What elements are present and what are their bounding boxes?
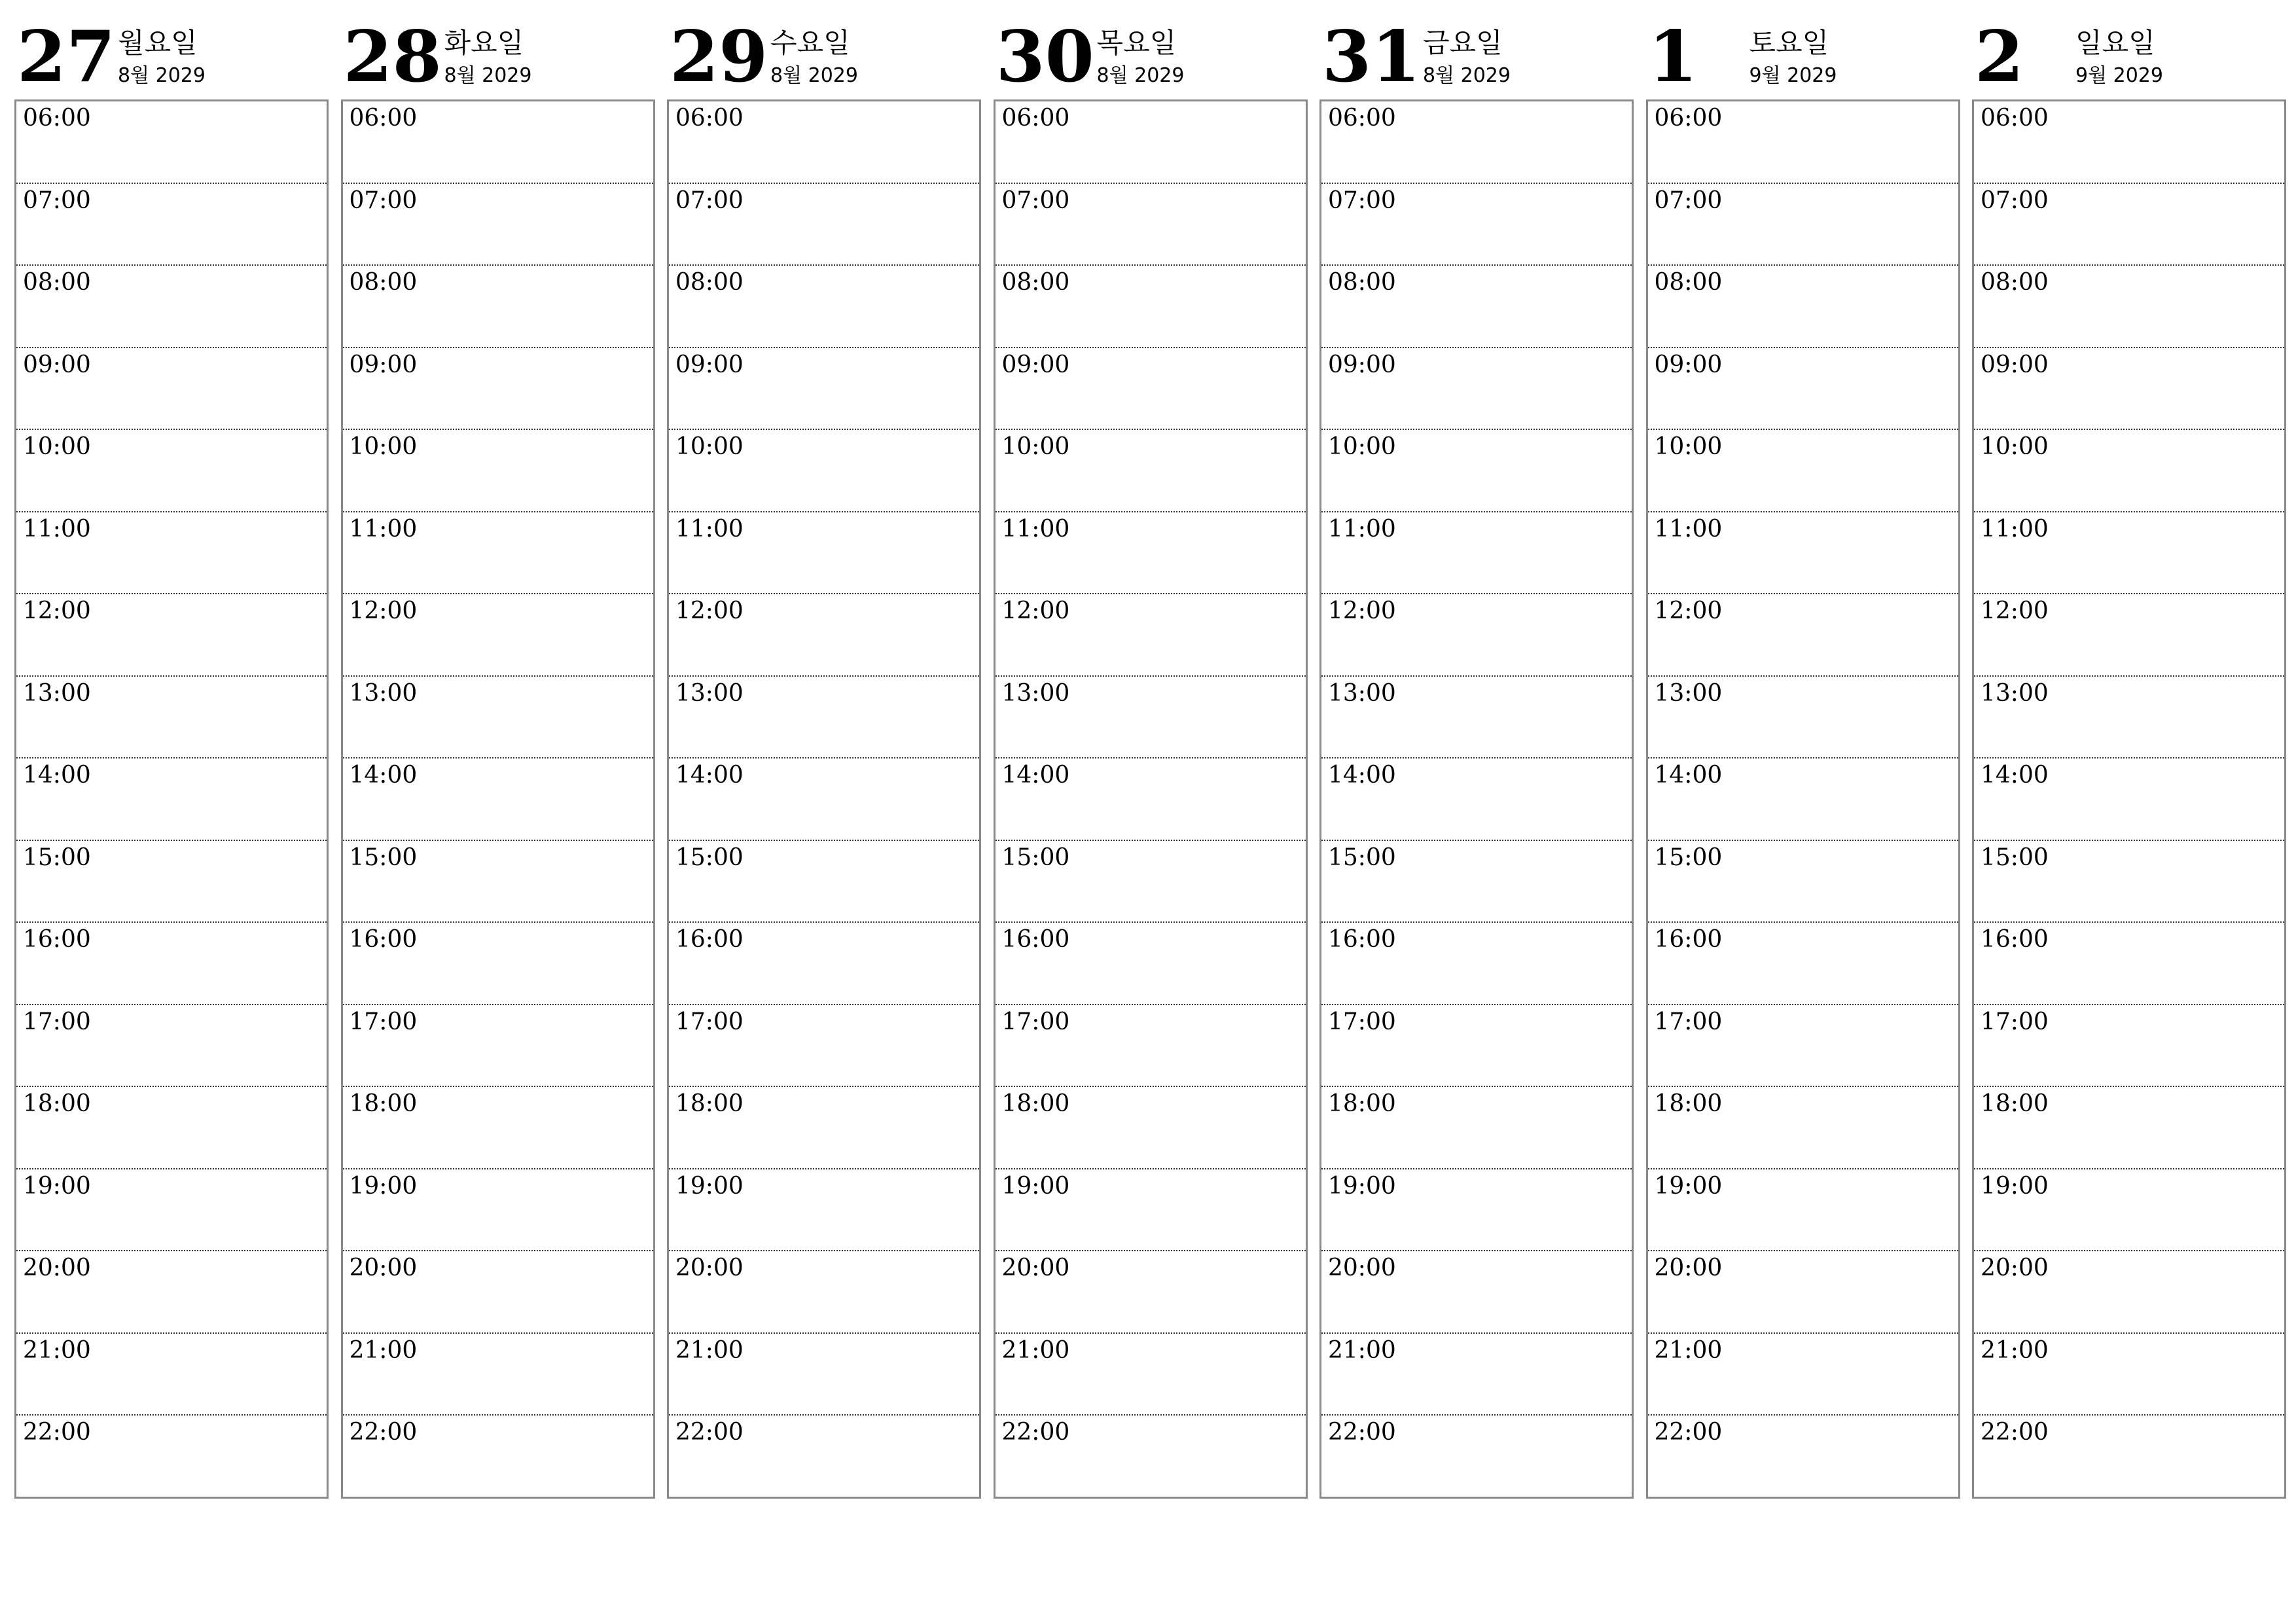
time-label: 21:00	[1328, 1336, 1396, 1364]
time-label: 18:00	[1328, 1090, 1396, 1117]
time-label: 09:00	[349, 351, 418, 378]
weekday-label: 월요일	[118, 27, 198, 59]
time-label: 12:00	[675, 597, 744, 624]
time-label: 09:00	[1981, 351, 2049, 378]
time-label: 06:00	[675, 105, 744, 132]
time-label: 12:00	[349, 597, 418, 624]
time-label: 19:00	[675, 1172, 744, 1200]
time-label: 20:00	[23, 1255, 91, 1281]
time-slot[interactable]	[343, 1334, 653, 1416]
time-label: 13:00	[23, 679, 91, 707]
time-slot[interactable]	[1974, 677, 2284, 759]
time-slot[interactable]	[343, 594, 653, 677]
month-year-label: 8월 2029	[770, 64, 858, 87]
time-slot[interactable]	[343, 677, 653, 759]
time-label: 09:00	[1328, 351, 1396, 378]
time-slot[interactable]	[1974, 184, 2284, 266]
time-slot[interactable]	[1974, 348, 2284, 431]
time-slot[interactable]	[16, 1005, 327, 1088]
time-label: 22:00	[1001, 1419, 1070, 1446]
time-slot[interactable]	[16, 266, 327, 348]
time-label: 13:00	[1981, 679, 2049, 707]
time-slot[interactable]	[1974, 841, 2284, 923]
time-label: 11:00	[1328, 515, 1396, 543]
time-label: 22:00	[1328, 1419, 1396, 1446]
time-label: 11:00	[1981, 515, 2049, 543]
time-label: 15:00	[1981, 844, 2049, 871]
time-slot[interactable]	[16, 430, 327, 512]
time-label: 14:00	[1981, 762, 2049, 789]
time-slot[interactable]	[1321, 512, 1632, 595]
time-label: 06:00	[23, 105, 91, 132]
day-column	[341, 0, 654, 1499]
time-slot[interactable]	[1648, 841, 1958, 923]
time-label: 08:00	[675, 269, 744, 296]
time-label: 22:00	[23, 1419, 91, 1446]
weekday-label: 목요일	[1096, 27, 1177, 59]
time-label: 07:00	[1001, 187, 1070, 214]
time-label: 19:00	[1328, 1172, 1396, 1200]
time-label: 13:00	[675, 679, 744, 707]
time-label: 10:00	[1654, 433, 1723, 460]
time-label: 17:00	[1328, 1008, 1396, 1035]
time-label: 15:00	[1001, 844, 1070, 871]
time-label: 20:00	[1001, 1255, 1070, 1281]
time-label: 16:00	[23, 926, 91, 953]
time-label: 21:00	[1001, 1336, 1070, 1364]
time-slot[interactable]	[1974, 1087, 2284, 1169]
time-slot[interactable]	[1321, 1169, 1632, 1252]
time-slot[interactable]	[1321, 923, 1632, 1005]
time-label: 14:00	[23, 762, 91, 789]
time-label: 10:00	[349, 433, 418, 460]
time-label: 11:00	[675, 515, 744, 543]
time-label: 10:00	[1981, 433, 2049, 460]
time-slot[interactable]	[16, 1334, 327, 1416]
time-label: 12:00	[1001, 597, 1070, 624]
time-label: 20:00	[1328, 1255, 1396, 1281]
time-label: 08:00	[349, 269, 418, 296]
time-label: 15:00	[1328, 844, 1396, 871]
time-label: 10:00	[1001, 433, 1070, 460]
time-label: 17:00	[1981, 1008, 2049, 1035]
time-slot[interactable]	[669, 512, 979, 595]
time-slot[interactable]	[1321, 841, 1632, 923]
time-label: 15:00	[349, 844, 418, 871]
day-schedule-box	[1972, 99, 2286, 1499]
time-label: 11:00	[1654, 515, 1723, 543]
time-slot[interactable]	[669, 758, 979, 841]
time-label: 22:00	[349, 1419, 418, 1446]
time-label: 17:00	[675, 1008, 744, 1035]
time-label: 21:00	[23, 1336, 91, 1364]
time-label: 07:00	[349, 187, 418, 214]
time-label: 13:00	[1001, 679, 1070, 707]
time-slot[interactable]	[1974, 430, 2284, 512]
time-label: 17:00	[23, 1008, 91, 1035]
time-slot[interactable]	[669, 1416, 979, 1499]
time-label: 08:00	[23, 269, 91, 296]
time-slot[interactable]	[1974, 1169, 2284, 1252]
day-schedule-box	[341, 99, 655, 1499]
time-label: 17:00	[1001, 1008, 1070, 1035]
month-year-label: 8월 2029	[444, 64, 532, 87]
time-slot[interactable]	[669, 1169, 979, 1252]
time-label: 12:00	[1654, 597, 1723, 624]
time-slot[interactable]	[1648, 184, 1958, 266]
time-label: 16:00	[349, 926, 418, 953]
day-number: 27	[17, 16, 116, 98]
time-label: 18:00	[1001, 1090, 1070, 1117]
time-slot[interactable]	[1648, 1169, 1958, 1252]
time-slot[interactable]	[1648, 430, 1958, 512]
day-column	[1972, 0, 2285, 1499]
time-slot[interactable]	[996, 841, 1306, 923]
time-label: 18:00	[675, 1090, 744, 1117]
time-slot[interactable]	[16, 594, 327, 677]
time-label: 09:00	[675, 351, 744, 378]
time-slot[interactable]	[16, 677, 327, 759]
time-slot[interactable]	[996, 758, 1306, 841]
time-label: 21:00	[1654, 1336, 1723, 1364]
time-label: 17:00	[349, 1008, 418, 1035]
time-slot[interactable]	[1974, 758, 2284, 841]
month-year-label: 9월 2029	[2075, 64, 2163, 87]
time-slot[interactable]	[16, 923, 327, 1005]
time-label: 06:00	[1328, 105, 1396, 132]
time-label: 07:00	[1654, 187, 1723, 214]
time-label: 19:00	[349, 1172, 418, 1200]
day-column	[14, 0, 327, 1499]
time-label: 22:00	[1654, 1419, 1723, 1446]
time-slot[interactable]	[16, 184, 327, 266]
time-label: 19:00	[1981, 1172, 2049, 1200]
time-slot[interactable]	[1321, 1334, 1632, 1416]
time-label: 07:00	[675, 187, 744, 214]
time-slot[interactable]	[343, 1416, 653, 1499]
time-label: 06:00	[1001, 105, 1070, 132]
time-slot[interactable]	[16, 1251, 327, 1334]
time-slot[interactable]	[343, 348, 653, 431]
time-slot[interactable]	[1648, 1416, 1958, 1499]
time-label: 09:00	[23, 351, 91, 378]
day-column	[1646, 0, 1959, 1499]
time-slot[interactable]	[343, 1087, 653, 1169]
time-slot[interactable]	[1648, 1087, 1958, 1169]
time-label: 15:00	[675, 844, 744, 871]
time-label: 14:00	[1001, 762, 1070, 789]
time-slot[interactable]	[669, 923, 979, 1005]
day-schedule-box	[994, 99, 1308, 1499]
time-slot[interactable]	[1648, 1005, 1958, 1088]
weekday-label: 금요일	[1423, 27, 1503, 59]
time-slot[interactable]	[669, 1334, 979, 1416]
time-slot[interactable]	[669, 594, 979, 677]
time-label: 15:00	[23, 844, 91, 871]
time-slot[interactable]	[1974, 101, 2284, 184]
time-slot[interactable]	[1321, 430, 1632, 512]
time-label: 16:00	[1981, 926, 2049, 953]
time-slot[interactable]	[16, 512, 327, 595]
time-label: 08:00	[1981, 269, 2049, 296]
time-label: 14:00	[1654, 762, 1723, 789]
time-slot[interactable]	[669, 266, 979, 348]
time-label: 08:00	[1328, 269, 1396, 296]
time-label: 06:00	[349, 105, 418, 132]
time-label: 20:00	[349, 1255, 418, 1281]
weekday-label: 일요일	[2075, 27, 2155, 59]
time-slot[interactable]	[1648, 1334, 1958, 1416]
time-slot[interactable]	[996, 923, 1306, 1005]
time-label: 07:00	[1981, 187, 2049, 214]
time-label: 19:00	[1654, 1172, 1723, 1200]
time-label: 16:00	[1654, 926, 1723, 953]
time-slot[interactable]	[996, 1416, 1306, 1499]
month-year-label: 8월 2029	[1096, 64, 1185, 87]
time-slot[interactable]	[996, 1334, 1306, 1416]
time-label: 19:00	[23, 1172, 91, 1200]
time-label: 08:00	[1654, 269, 1723, 296]
time-slot[interactable]	[1648, 266, 1958, 348]
time-slot[interactable]	[1648, 758, 1958, 841]
time-label: 13:00	[349, 679, 418, 707]
day-number: 30	[996, 16, 1094, 98]
time-label: 20:00	[1654, 1255, 1723, 1281]
day-column	[994, 0, 1306, 1499]
time-slot[interactable]	[343, 1005, 653, 1088]
time-label: 16:00	[1328, 926, 1396, 953]
weekly-planner	[14, 0, 2288, 1505]
time-label: 07:00	[23, 187, 91, 214]
time-label: 08:00	[1001, 269, 1070, 296]
time-slot[interactable]	[1974, 1005, 2284, 1088]
time-slot[interactable]	[16, 1416, 327, 1499]
day-number: 31	[1322, 16, 1421, 98]
time-label: 09:00	[1654, 351, 1723, 378]
day-header	[1646, 0, 1959, 99]
time-slot[interactable]	[1321, 1087, 1632, 1169]
time-slot[interactable]	[1321, 1416, 1632, 1499]
time-slot[interactable]	[669, 348, 979, 431]
time-slot[interactable]	[996, 677, 1306, 759]
time-slot[interactable]	[16, 758, 327, 841]
time-label: 18:00	[349, 1090, 418, 1117]
day-header	[341, 0, 654, 99]
time-slot[interactable]	[996, 101, 1306, 184]
day-number: 29	[670, 16, 768, 98]
month-year-label: 8월 2029	[1423, 64, 1511, 87]
time-slot[interactable]	[16, 348, 327, 431]
time-label: 20:00	[1981, 1255, 2049, 1281]
time-slot[interactable]	[996, 1005, 1306, 1088]
time-slot[interactable]	[996, 348, 1306, 431]
time-slot[interactable]	[1974, 1334, 2284, 1416]
time-slot[interactable]	[996, 184, 1306, 266]
time-label: 10:00	[1328, 433, 1396, 460]
time-label: 20:00	[675, 1255, 744, 1281]
time-label: 21:00	[349, 1336, 418, 1364]
day-schedule-box	[1319, 99, 1634, 1499]
time-label: 22:00	[1981, 1419, 2049, 1446]
time-slot[interactable]	[1648, 512, 1958, 595]
time-slot[interactable]	[1321, 677, 1632, 759]
time-slot[interactable]	[1648, 923, 1958, 1005]
time-label: 10:00	[23, 433, 91, 460]
time-slot[interactable]	[669, 841, 979, 923]
day-number: 1	[1648, 16, 1698, 98]
time-label: 21:00	[1981, 1336, 2049, 1364]
weekday-label: 토요일	[1749, 27, 1829, 59]
time-slot[interactable]	[16, 101, 327, 184]
day-schedule-box	[667, 99, 981, 1499]
day-schedule-box	[14, 99, 329, 1499]
time-slot[interactable]	[996, 594, 1306, 677]
time-slot[interactable]	[1321, 184, 1632, 266]
time-slot[interactable]	[343, 512, 653, 595]
time-slot[interactable]	[1974, 266, 2284, 348]
time-slot[interactable]	[1321, 348, 1632, 431]
time-label: 06:00	[1654, 105, 1723, 132]
time-slot[interactable]	[1321, 101, 1632, 184]
day-header	[667, 0, 980, 99]
time-slot[interactable]	[996, 430, 1306, 512]
time-slot[interactable]	[1321, 1005, 1632, 1088]
time-slot[interactable]	[1321, 594, 1632, 677]
time-slot[interactable]	[996, 512, 1306, 595]
weekday-label: 수요일	[770, 27, 850, 59]
time-slot[interactable]	[996, 1251, 1306, 1334]
day-header	[1972, 0, 2285, 99]
time-label: 14:00	[675, 762, 744, 789]
time-slot[interactable]	[1648, 677, 1958, 759]
time-slot[interactable]	[669, 1087, 979, 1169]
time-label: 14:00	[1328, 762, 1396, 789]
day-header	[1319, 0, 1632, 99]
time-label: 15:00	[1654, 844, 1723, 871]
time-slot[interactable]	[669, 184, 979, 266]
day-header	[994, 0, 1306, 99]
time-slot[interactable]	[1974, 512, 2284, 595]
time-label: 21:00	[675, 1336, 744, 1364]
day-number: 28	[343, 16, 442, 98]
time-slot[interactable]	[1974, 1416, 2284, 1499]
time-slot[interactable]	[1321, 1251, 1632, 1334]
time-slot[interactable]	[996, 266, 1306, 348]
time-slot[interactable]	[1321, 758, 1632, 841]
time-label: 12:00	[1328, 597, 1396, 624]
weekday-label: 화요일	[444, 27, 524, 59]
time-slot[interactable]	[669, 101, 979, 184]
time-label: 07:00	[1328, 187, 1396, 214]
time-label: 06:00	[1981, 105, 2049, 132]
time-slot[interactable]	[1321, 266, 1632, 348]
day-column	[1319, 0, 1632, 1499]
time-label: 11:00	[1001, 515, 1070, 543]
time-slot[interactable]	[1974, 923, 2284, 1005]
time-label: 17:00	[1654, 1008, 1723, 1035]
time-label: 12:00	[1981, 597, 2049, 624]
time-slot[interactable]	[996, 1169, 1306, 1252]
time-label: 13:00	[1328, 679, 1396, 707]
time-slot[interactable]	[669, 1005, 979, 1088]
time-label: 18:00	[1654, 1090, 1723, 1117]
time-label: 14:00	[349, 762, 418, 789]
time-label: 22:00	[675, 1419, 744, 1446]
time-slot[interactable]	[1648, 1251, 1958, 1334]
time-slot[interactable]	[669, 677, 979, 759]
time-slot[interactable]	[1648, 348, 1958, 431]
day-schedule-box	[1646, 99, 1960, 1499]
time-slot[interactable]	[669, 430, 979, 512]
time-label: 16:00	[1001, 926, 1070, 953]
time-slot[interactable]	[1974, 1251, 2284, 1334]
time-slot[interactable]	[343, 266, 653, 348]
time-slot[interactable]	[343, 1169, 653, 1252]
time-slot[interactable]	[343, 101, 653, 184]
time-label: 19:00	[1001, 1172, 1070, 1200]
time-slot[interactable]	[1648, 101, 1958, 184]
time-slot[interactable]	[343, 841, 653, 923]
day-header	[14, 0, 327, 99]
time-slot[interactable]	[343, 923, 653, 1005]
time-label: 11:00	[23, 515, 91, 543]
time-label: 18:00	[23, 1090, 91, 1117]
time-slot[interactable]	[1648, 594, 1958, 677]
time-slot[interactable]	[669, 1251, 979, 1334]
time-slot[interactable]	[343, 1251, 653, 1334]
time-slot[interactable]	[1974, 594, 2284, 677]
time-slot[interactable]	[996, 1087, 1306, 1169]
month-year-label: 8월 2029	[118, 64, 206, 87]
time-slot[interactable]	[16, 1087, 327, 1169]
time-slot[interactable]	[343, 758, 653, 841]
time-slot[interactable]	[343, 184, 653, 266]
time-slot[interactable]	[16, 841, 327, 923]
month-year-label: 9월 2029	[1749, 64, 1837, 87]
time-label: 13:00	[1654, 679, 1723, 707]
time-label: 10:00	[675, 433, 744, 460]
time-label: 09:00	[1001, 351, 1070, 378]
time-label: 16:00	[675, 926, 744, 953]
time-label: 11:00	[349, 515, 418, 543]
day-number: 2	[1975, 16, 2024, 98]
time-slot[interactable]	[16, 1169, 327, 1252]
time-label: 18:00	[1981, 1090, 2049, 1117]
time-slot[interactable]	[343, 430, 653, 512]
day-column	[667, 0, 980, 1499]
time-label: 12:00	[23, 597, 91, 624]
